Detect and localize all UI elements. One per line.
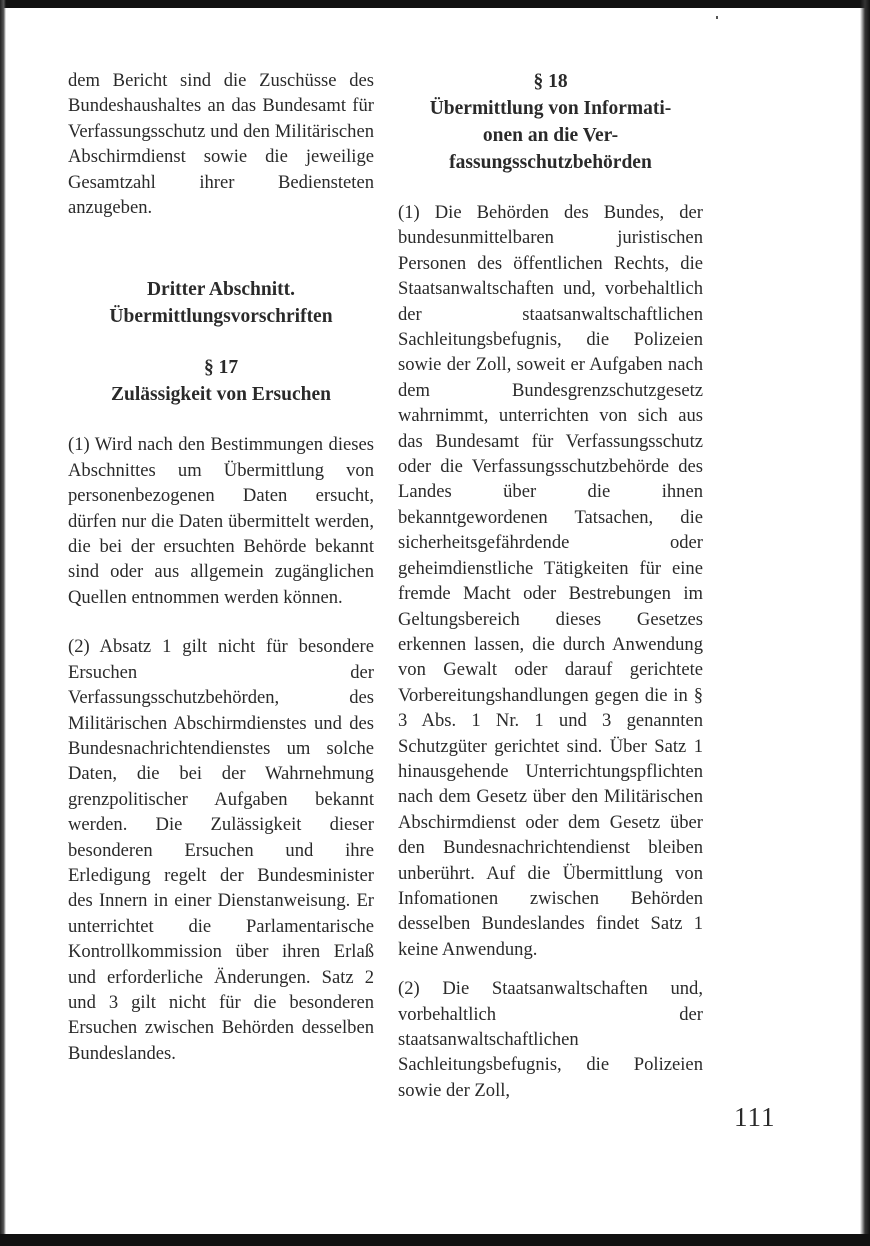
right-column bbox=[398, 68, 703, 1103]
spacer bbox=[398, 962, 703, 976]
scan-speck bbox=[716, 16, 718, 19]
section-heading-number: Dritter Abschnitt. bbox=[146, 279, 296, 301]
paragraph-18-title-line-3: fassungsschutzbehörden bbox=[449, 152, 652, 173]
section-heading-title: Übermittlungsvorschriften bbox=[109, 306, 333, 328]
scan-border-right bbox=[860, 0, 870, 1246]
paragraph-17-subsection-2: (2) Absatz 1 gilt nicht für besondere Ersuchen der Verfassungsschutzbehörden, des Militärischen Abschirmdienstes und des Bundesnachrichtendienstes um solche Daten, die bei der Wahrnehmung grenzpolitischer Aufgaben bekannt werden. Die Zulässigkeit dieser besonderen Ersuchen und ihre Erledigung regelt der Bundesminister des Innern in einer Dienstanweisung. Er unterrichtet die Parlamentarische Kontrollkommission über ihren Erlaß und erforderliche Änderungen. Satz 2 und 3 gilt nicht für die besonderen Ersuchen zwischen Behörden desselben Bundeslandes. bbox=[68, 636, 374, 1064]
paragraph-17-sign: § 17 bbox=[203, 357, 239, 379]
paragraph-18-subsection-1: (1) Die Behörden des Bundes, der bundesunmittelbaren juristischen Personen des öffentlichen Rechts, die Staatsanwaltschaften und, vorbehaltlich der staatsanwaltschaftlichen Sachleitungsbefugnis, die Polizeien sowie der Zoll, soweit er Aufgaben nach dem Bundesgrenzschutzgesetz wahrnimmt, unterrichten von sich aus das Bundesamt für Verfassungsschutz oder die Verfassungsschutzbehörde des Landes über die ihnen bekanntgewordenen Tatsachen, die sicherheitsgefährdende oder geheimdienstliche Tätigkeiten für eine fremde Macht oder Bestrebungen im Geltungsbereich dieses Gesetzes erkennen lassen, die durch Anwendung von Gewalt oder darauf gerichtete Vorbereitungshandlungen gegen die in § 3 Abs. 1 Nr. 1 und 3 genannten Schutzgüter gerichtet sind. Über Satz 1 hinausgehende Unterrichtungspflichten nach dem Gesetz über den Militärischen Abschirmdienst oder dem Gesetz über den Bundesnachrichtendienst bleiben unberührt. Auf die Übermittlung von Infomationen zwischen Behörden desselben Bundeslandes findet Satz 1 keine Anwendung. bbox=[398, 202, 703, 960]
paragraph-18-title-line-1: Übermittlung von Informati- bbox=[429, 98, 672, 119]
left-column bbox=[68, 68, 374, 1066]
paragraph-18-title-line-2: onen an die Ver- bbox=[482, 125, 619, 146]
scan-border-top bbox=[0, 0, 870, 8]
intro-paragraph: dem Bericht sind die Zuschüsse des Bundeshaushaltes an das Bundesamt für Verfassungsschutz und den Militärischen Abschirmdienst sowie die jeweilige Gesamtzahl ihrer Bediensteten anzugeben. bbox=[68, 70, 374, 219]
spacer bbox=[68, 408, 374, 432]
spacer bbox=[398, 176, 703, 200]
spacer bbox=[68, 220, 374, 276]
spacer bbox=[68, 610, 374, 634]
paragraph-18-sign: § 18 bbox=[533, 71, 568, 92]
spacer bbox=[68, 330, 374, 354]
page-number: 111 bbox=[734, 1102, 776, 1132]
paragraph-17-title: Zulässigkeit von Ersuchen bbox=[111, 384, 331, 406]
scan-border-bottom bbox=[0, 1234, 870, 1246]
paragraph-18-subsection-2: (2) Die Staatsanwaltschaften und, vorbehaltlich der staatsanwaltschaftlichen Sachleitungsbefugnis, die Polizeien sowie der Zoll, bbox=[398, 978, 703, 1101]
paragraph-17-subsection-1: (1) Wird nach den Bestimmungen dieses Abschnittes um Übermittlung von personenbezogenen Daten ersucht, dürfen nur die Daten übermittelt werden, die bei der ersuchten Behörde bekannt sind oder aus allgemein zugänglichen Quellen entnommen werden können. bbox=[68, 434, 374, 608]
scan-border-left bbox=[0, 0, 6, 1246]
